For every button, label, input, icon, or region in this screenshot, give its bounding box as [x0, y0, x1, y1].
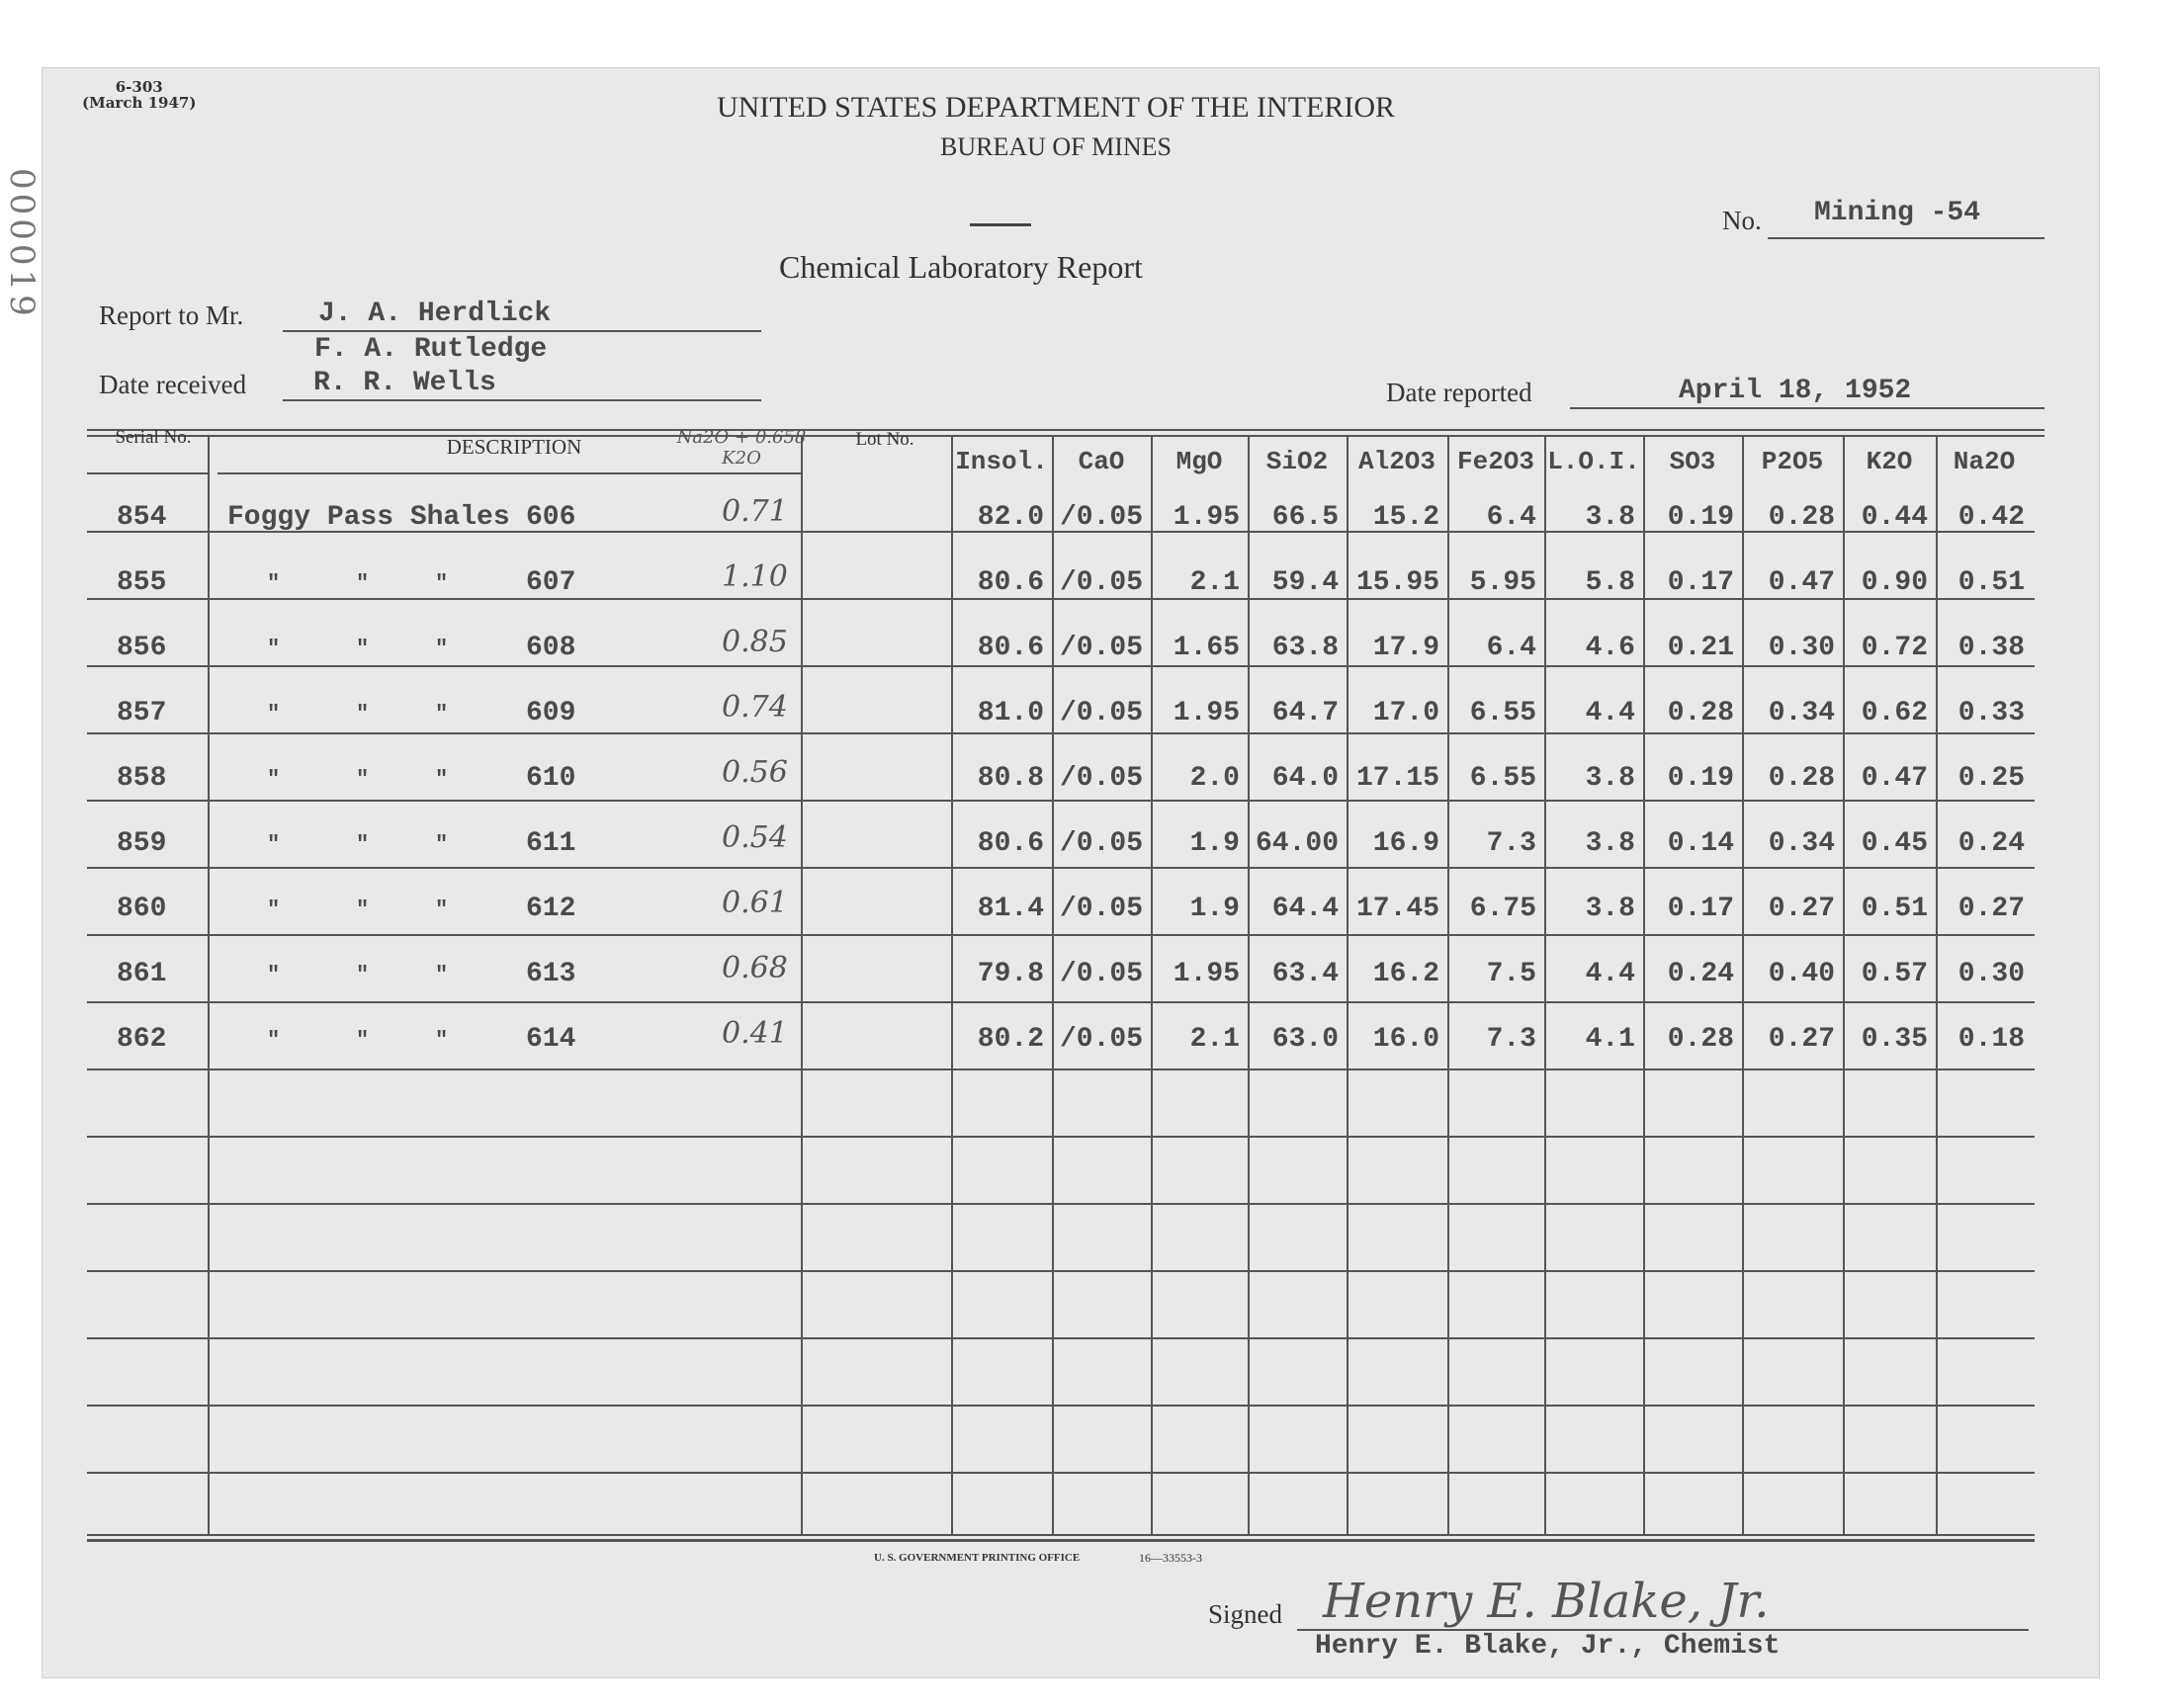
header-cao: CaO — [1078, 447, 1125, 476]
department-title: UNITED STATES DEPARTMENT OF THE INTERIOR — [716, 91, 1396, 124]
cell-na2o: 0.30 — [1958, 959, 2025, 989]
date-received-label: Date received — [99, 370, 247, 399]
ditto-mark: " — [267, 571, 281, 596]
ditto-mark: " — [267, 637, 281, 661]
report-title: Chemical Laboratory Report — [779, 249, 1143, 285]
ditto-mark: " — [435, 767, 449, 792]
cell-so3: 0.24 — [1667, 959, 1734, 989]
ditto-mark: " — [356, 637, 370, 661]
cell-p2o5: 0.47 — [1768, 567, 1835, 598]
cell-so3: 0.21 — [1667, 633, 1734, 663]
cell-loi: 3.8 — [1585, 828, 1635, 859]
ditto-mark: " — [267, 963, 281, 987]
cell-fe2o3: 7.3 — [1486, 828, 1536, 859]
row-rule — [87, 1472, 2035, 1474]
ditto-mark: " — [267, 702, 281, 726]
ditto-mark: " — [356, 571, 370, 596]
title-divider — [970, 223, 1031, 226]
cell-serial: 858 — [117, 763, 167, 794]
ditto-mark: " — [267, 897, 281, 922]
cell-loi: 3.8 — [1585, 894, 1635, 924]
row-rule — [87, 1337, 2035, 1339]
cell-sio2: 59.4 — [1271, 567, 1339, 598]
cell-so3: 0.28 — [1667, 698, 1734, 728]
cell-insol: 80.6 — [977, 567, 1044, 598]
ditto-mark: " — [435, 1028, 449, 1053]
cell-loi: 4.1 — [1585, 1024, 1635, 1055]
cell-cao: /0.05 — [1059, 698, 1143, 728]
cell-sio2: 64.0 — [1271, 763, 1339, 794]
cell-sample-no: 608 — [526, 633, 576, 663]
cell-serial: 854 — [117, 502, 167, 533]
cell-al2o3: 16.2 — [1372, 959, 1439, 989]
cell-so3: 0.19 — [1667, 502, 1734, 533]
date-reported-label: Date reported — [1386, 378, 1532, 407]
header-al2o3: Al2O3 — [1357, 447, 1436, 476]
header-sio2: SiO2 — [1265, 447, 1329, 476]
cell-k2o: 0.45 — [1861, 828, 1928, 859]
cell-mgo: 1.95 — [1173, 959, 1240, 989]
cell-sample-no: 611 — [526, 828, 576, 859]
cell-na2o: 0.25 — [1958, 763, 2025, 794]
cell-cao: /0.05 — [1059, 1024, 1143, 1055]
cell-al2o3: 17.15 — [1355, 763, 1439, 794]
cell-al2o3: 15.2 — [1372, 502, 1439, 533]
cell-sample-no: 610 — [526, 763, 576, 794]
row-rule — [87, 1405, 2035, 1407]
ditto-mark: " — [435, 897, 449, 922]
cell-p2o5: 0.28 — [1768, 502, 1835, 533]
cell-na2o: 0.18 — [1958, 1024, 2025, 1055]
handwritten-signature: Henry E. Blake, Jr. — [1323, 1574, 1770, 1629]
printer-credit: U. S. GOVERNMENT PRINTING OFFICE — [874, 1552, 1081, 1564]
cell-insol: 79.8 — [977, 959, 1044, 989]
row-rule — [87, 1136, 2035, 1138]
cell-serial: 860 — [117, 894, 167, 924]
header-serial-no: Serial No. — [115, 427, 192, 448]
header-fe2o3: Fe2O3 — [1456, 447, 1534, 476]
cell-k2o: 0.57 — [1861, 959, 1928, 989]
cell-al2o3: 17.0 — [1372, 698, 1439, 728]
report-number-label: No. — [1722, 206, 1762, 235]
cell-k2o: 0.44 — [1861, 502, 1928, 533]
cell-fe2o3: 6.4 — [1486, 633, 1536, 663]
cell-loi: 5.8 — [1585, 567, 1635, 598]
cell-k2o: 0.62 — [1861, 698, 1928, 728]
cell-sample-no: 614 — [526, 1024, 576, 1055]
report-to-name-3: R. R. Wells — [313, 368, 496, 398]
cell-sample-no: 613 — [526, 959, 576, 989]
report-to-name-2: F. A. Rutledge — [314, 334, 548, 365]
cell-insol: 81.0 — [977, 698, 1044, 728]
cell-insol: 81.4 — [977, 894, 1044, 924]
cell-al2o3: 17.9 — [1372, 633, 1439, 663]
table-top-rule — [87, 429, 2044, 431]
cell-insol: 80.8 — [977, 763, 1044, 794]
ditto-mark: " — [435, 963, 449, 987]
cell-sample-no: 606 — [526, 502, 576, 533]
cell-p2o5: 0.34 — [1768, 828, 1835, 859]
ditto-mark: " — [356, 767, 370, 792]
cell-na2o: 0.24 — [1958, 828, 2025, 859]
cell-so3: 0.28 — [1667, 1024, 1734, 1055]
cell-na2o: 0.38 — [1958, 633, 2025, 663]
cell-p2o5: 0.28 — [1768, 763, 1835, 794]
row-rule — [87, 867, 2035, 869]
row-rule — [87, 800, 2035, 802]
cell-fe2o3: 6.55 — [1469, 763, 1536, 794]
row-rule — [87, 665, 2035, 667]
print-code: 16—33553-3 — [1139, 1551, 1202, 1565]
ditto-mark: " — [356, 702, 370, 726]
cell-fe2o3: 5.95 — [1469, 567, 1536, 598]
row-rule — [87, 1270, 2035, 1272]
cell-loi: 4.4 — [1585, 959, 1635, 989]
cell-cao: /0.05 — [1059, 633, 1143, 663]
cell-loi: 3.8 — [1585, 763, 1635, 794]
ditto-mark: " — [356, 897, 370, 922]
cell-loi: 4.6 — [1585, 633, 1635, 663]
cell-sio2: 64.00 — [1255, 828, 1339, 859]
date-reported-value: April 18, 1952 — [1679, 376, 1912, 406]
cell-sample-no: 612 — [526, 894, 576, 924]
cell-so3: 0.17 — [1667, 567, 1734, 598]
cell-mgo: 2.1 — [1189, 567, 1240, 598]
cell-handwritten-ratio: 0.71 — [722, 494, 788, 529]
ditto-mark: " — [356, 1028, 370, 1053]
cell-mgo: 1.95 — [1173, 698, 1240, 728]
cell-cao: /0.05 — [1059, 763, 1143, 794]
cell-cao: /0.05 — [1059, 894, 1143, 924]
cell-so3: 0.17 — [1667, 894, 1734, 924]
cell-insol: 80.2 — [977, 1024, 1044, 1055]
cell-mgo: 1.9 — [1189, 828, 1240, 859]
form-date: (March 1947) — [82, 94, 197, 112]
date-reported-line — [1570, 407, 2044, 409]
cell-k2o: 0.90 — [1861, 567, 1928, 598]
report-number-line — [1768, 237, 2044, 239]
ditto-mark: " — [267, 767, 281, 792]
cell-k2o: 0.72 — [1861, 633, 1928, 663]
form-number: 6-303 — [115, 78, 163, 96]
bureau-title: BUREAU OF MINES — [939, 132, 1173, 161]
cell-serial: 857 — [117, 698, 167, 728]
cell-description: Foggy Pass Shales — [227, 502, 510, 533]
cell-cao: /0.05 — [1059, 567, 1143, 598]
cell-serial: 859 — [117, 828, 167, 859]
cell-loi: 4.4 — [1585, 698, 1635, 728]
cell-fe2o3: 7.5 — [1486, 959, 1536, 989]
row-rule — [87, 598, 2035, 600]
ditto-mark: " — [435, 571, 449, 596]
cell-p2o5: 0.34 — [1768, 698, 1835, 728]
cell-serial: 856 — [117, 633, 167, 663]
cell-handwritten-ratio: 0.74 — [722, 690, 788, 725]
cell-na2o: 0.42 — [1958, 502, 2025, 533]
date-received-line — [283, 399, 761, 401]
cell-fe2o3: 6.55 — [1469, 698, 1536, 728]
ditto-mark: " — [356, 832, 370, 857]
header-insol: Insol. — [955, 447, 1048, 476]
cell-al2o3: 16.9 — [1372, 828, 1439, 859]
cell-fe2o3: 7.3 — [1486, 1024, 1536, 1055]
cell-mgo: 1.95 — [1173, 502, 1240, 533]
header-k2o: K2O — [1866, 447, 1913, 476]
cell-cao: /0.05 — [1059, 502, 1143, 533]
cell-sio2: 64.7 — [1271, 698, 1339, 728]
cell-insol: 80.6 — [977, 828, 1044, 859]
cell-handwritten-ratio: 0.56 — [722, 755, 788, 790]
cell-k2o: 0.35 — [1861, 1024, 1928, 1055]
cell-al2o3: 15.95 — [1355, 567, 1439, 598]
cell-cao: /0.05 — [1059, 828, 1143, 859]
cell-p2o5: 0.30 — [1768, 633, 1835, 663]
row-rule — [87, 732, 2035, 734]
header-na2o: Na2O — [1953, 447, 2016, 476]
header-p2o5: P2O5 — [1761, 447, 1824, 476]
ditto-mark: " — [435, 702, 449, 726]
cell-p2o5: 0.27 — [1768, 894, 1835, 924]
cell-cao: /0.05 — [1059, 959, 1143, 989]
cell-sio2: 63.8 — [1271, 633, 1339, 663]
row-rule — [87, 1539, 2035, 1541]
ditto-mark: " — [267, 1028, 281, 1053]
cell-al2o3: 17.45 — [1355, 894, 1439, 924]
cell-mgo: 2.0 — [1189, 763, 1240, 794]
header-underline-serial — [87, 472, 208, 474]
row-rule — [87, 1068, 2035, 1070]
cell-so3: 0.19 — [1667, 763, 1734, 794]
cell-fe2o3: 6.4 — [1486, 502, 1536, 533]
cell-sio2: 63.0 — [1271, 1024, 1339, 1055]
row-rule — [87, 934, 2035, 936]
table-top-rule-2 — [87, 435, 2044, 437]
cell-sio2: 64.4 — [1271, 894, 1339, 924]
header-handwritten-note: Na2O + 0.658 K2O — [676, 427, 807, 469]
cell-mgo: 2.1 — [1189, 1024, 1240, 1055]
cell-k2o: 0.51 — [1861, 894, 1928, 924]
cell-na2o: 0.51 — [1958, 567, 2025, 598]
cell-p2o5: 0.27 — [1768, 1024, 1835, 1055]
cell-serial: 855 — [117, 567, 167, 598]
cell-handwritten-ratio: 0.54 — [722, 820, 788, 855]
header-mgo: MgO — [1175, 447, 1223, 476]
row-rule — [87, 1001, 2035, 1003]
cell-sample-no: 609 — [526, 698, 576, 728]
report-to-label: Report to Mr. — [99, 300, 244, 330]
cell-na2o: 0.27 — [1958, 894, 2025, 924]
row-rule — [87, 1203, 2035, 1205]
cell-handwritten-ratio: 0.41 — [722, 1016, 788, 1051]
cell-so3: 0.14 — [1667, 828, 1734, 859]
cell-serial: 861 — [117, 959, 167, 989]
cell-handwritten-ratio: 0.61 — [722, 886, 788, 920]
cell-mgo: 1.65 — [1173, 633, 1240, 663]
report-number-value: Mining -54 — [1814, 198, 1981, 228]
cell-serial: 862 — [117, 1024, 167, 1055]
cell-al2o3: 16.0 — [1372, 1024, 1439, 1055]
signer-name: Henry E. Blake, Jr., Chemist — [1315, 1631, 1781, 1662]
cell-insol: 82.0 — [977, 502, 1044, 533]
report-to-name-1: J. A. Herdlick — [318, 299, 552, 329]
cell-sample-no: 607 — [526, 567, 576, 598]
cell-p2o5: 0.40 — [1768, 959, 1835, 989]
cell-fe2o3: 6.75 — [1469, 894, 1536, 924]
cell-sio2: 66.5 — [1271, 502, 1339, 533]
cell-na2o: 0.33 — [1958, 698, 2025, 728]
cell-k2o: 0.47 — [1861, 763, 1928, 794]
cell-loi: 3.8 — [1585, 502, 1635, 533]
header-loi: L.O.I. — [1547, 447, 1640, 476]
margin-serial-number: 000019 — [2, 168, 42, 320]
cell-handwritten-ratio: 1.10 — [722, 559, 788, 594]
signed-label: Signed — [1208, 1599, 1283, 1629]
cell-mgo: 1.9 — [1189, 894, 1240, 924]
header-so3: SO3 — [1669, 447, 1716, 476]
ditto-mark: " — [267, 832, 281, 857]
header-description: DESCRIPTION — [446, 435, 582, 459]
table-bottom-rule — [87, 1534, 2035, 1536]
header-lot-no: Lot No. — [855, 429, 914, 450]
ditto-mark: " — [435, 832, 449, 857]
cell-insol: 80.6 — [977, 633, 1044, 663]
header-underline-desc — [218, 472, 801, 474]
cell-handwritten-ratio: 0.68 — [722, 951, 788, 985]
ditto-mark: " — [435, 637, 449, 661]
cell-handwritten-ratio: 0.85 — [722, 625, 788, 659]
report-to-line — [283, 330, 761, 332]
ditto-mark: " — [356, 963, 370, 987]
cell-sio2: 63.4 — [1271, 959, 1339, 989]
